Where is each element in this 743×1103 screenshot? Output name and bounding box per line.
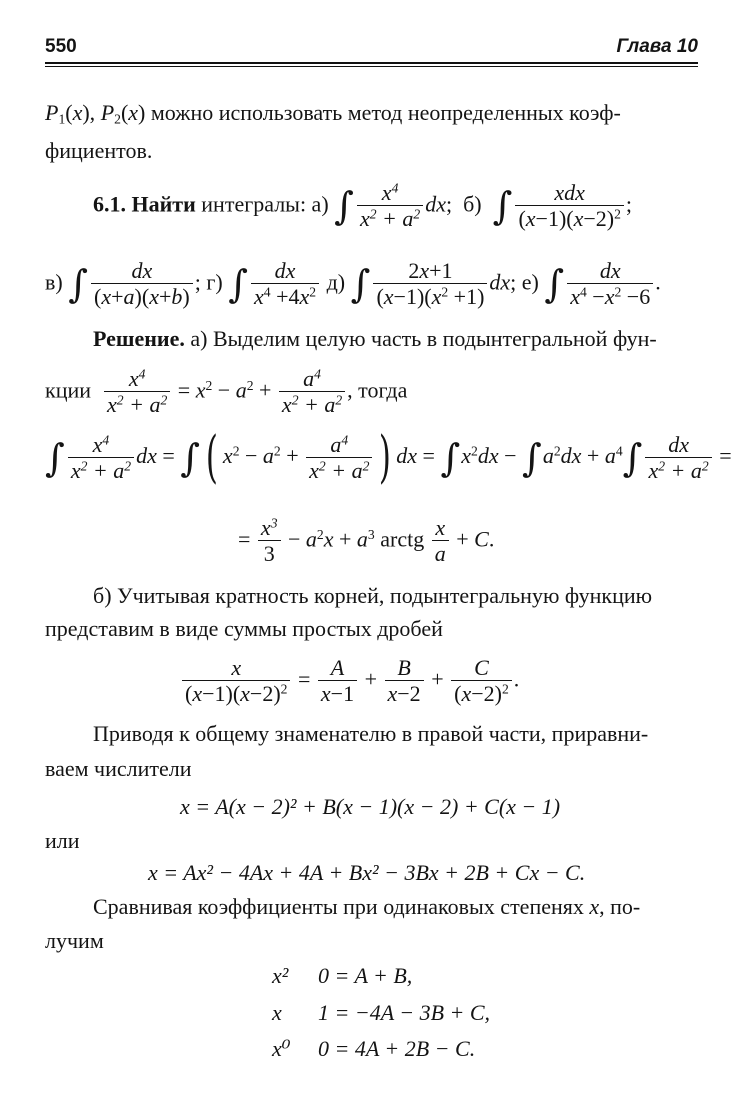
system-equation: 0 = 4A + 2B − C. <box>318 1036 476 1061</box>
partial-fractions: $\frac{x}{(x-1)(x-2)^2}$ = $\frac{A}{x-1}$ + $\frac{B}{x-2}$ + $\frac{C}{(x-2)^2}$ . <box>180 655 519 708</box>
system-row <box>272 963 412 989</box>
problem-label: 6.1. Найти <box>93 191 196 217</box>
system-variable: x² <box>272 963 289 988</box>
part-b-line-2: представим в виде суммы простых дробей <box>45 616 443 641</box>
integral-result: = $\frac{x^3}{3}$ − $a^2x + a^3$ arctg $\frac{x}{a}$ + C. <box>238 515 495 567</box>
item-v-label: в) <box>45 269 63 295</box>
kcii-line: кции $\frac{x^4}{x^2 + a^2}$ = $x^2 - a^2$ + $\frac{a^4}{x^2 + a^2}$ , тогда <box>45 366 408 418</box>
srav-variable: x <box>589 894 600 919</box>
kcii-word: кции <box>45 377 92 403</box>
solution-line <box>93 326 657 352</box>
equation-numerators: x = A(x − 2)² + B(x − 1)(x − 2) + C(x − 1) <box>180 794 561 819</box>
system-row <box>272 1000 490 1026</box>
part-b-line-1: б) Учитывая кратность корней, подынтегральную функцию <box>93 583 653 608</box>
problem-statement: 6.1. Найти интегралы: а) ∫ $\frac{x^4}{x^2 + a^2}$ dx; б) ∫ xdx $(x-1)(x-2)^2$ ; <box>93 180 633 232</box>
srav-line-1 <box>93 894 640 920</box>
item-b-label: б) <box>463 191 482 217</box>
item-g-label: г) <box>206 269 223 295</box>
system-variable: x⁰ <box>272 1036 291 1061</box>
system-equation: 0 = A + B, <box>318 963 413 988</box>
header-rule <box>45 62 698 64</box>
arctg-function: arctg <box>380 526 425 552</box>
srav-tail: , по- <box>599 894 641 919</box>
problem-items-row: в) ∫ $\frac{dx}{(x+a)(x+b)}$ ; г) ∫ $\frac{dx}{x^4 +4x^2}$ д) ∫ $\frac{2x+1}{(x-1)(x^2 +1)}$ dx; е) ∫ $\frac{dx}{x^4 -x^2 -6}$ . <box>45 258 661 310</box>
priv-line-1: Приводя к общему знаменателю в правой части, приравни- <box>93 721 649 746</box>
intro-text: можно использовать метод неопределенных коэф- <box>150 100 621 125</box>
intro-line-2: фициентов. <box>45 138 153 163</box>
srav-line-2: лучим <box>45 928 104 953</box>
system-equation: 1 = −4A − 3B + C, <box>318 1000 491 1025</box>
integral-chain: ∫ $\frac{x^4}{x^2 + a^2}$ dx = ∫ ( $x^2 - a^2$ + $\frac{a^4}{x^2 + a^2}$ ) dx = $\int x^2dx - \int a^2dx + a^4\int$ $\frac{dx}{x^2 + a^2}$ = <box>45 425 732 490</box>
chapter-title: Глава 10 <box>616 36 698 57</box>
item-d-label: д) <box>326 269 346 295</box>
item-e-label: е) <box>521 269 539 295</box>
problem-text: интегралы: а) <box>201 191 329 217</box>
srav-text: Сравнивая коэффициенты при одинаковых степенях <box>93 894 584 919</box>
equation-expanded: x = Ax² − 4Ax + 4A + Bx² − 3Bx + 2B + Cx − C. <box>148 860 586 885</box>
system-row <box>272 1036 475 1062</box>
togda-word: , тогда <box>347 377 408 403</box>
header-rule-thin <box>45 66 698 67</box>
priv-line-2: ваем числители <box>45 756 192 781</box>
solution-text: а) Выделим целую часть в подынтегральной фун- <box>190 326 657 351</box>
intro-line-1: $P_1(x)$, $P_2(x)$ можно использовать метод неопределенных коэф- <box>45 100 621 127</box>
page-number: 550 <box>45 36 77 57</box>
ili-word: или <box>45 828 80 853</box>
solution-label: Решение. <box>93 326 185 351</box>
system-variable: x <box>272 1000 282 1025</box>
